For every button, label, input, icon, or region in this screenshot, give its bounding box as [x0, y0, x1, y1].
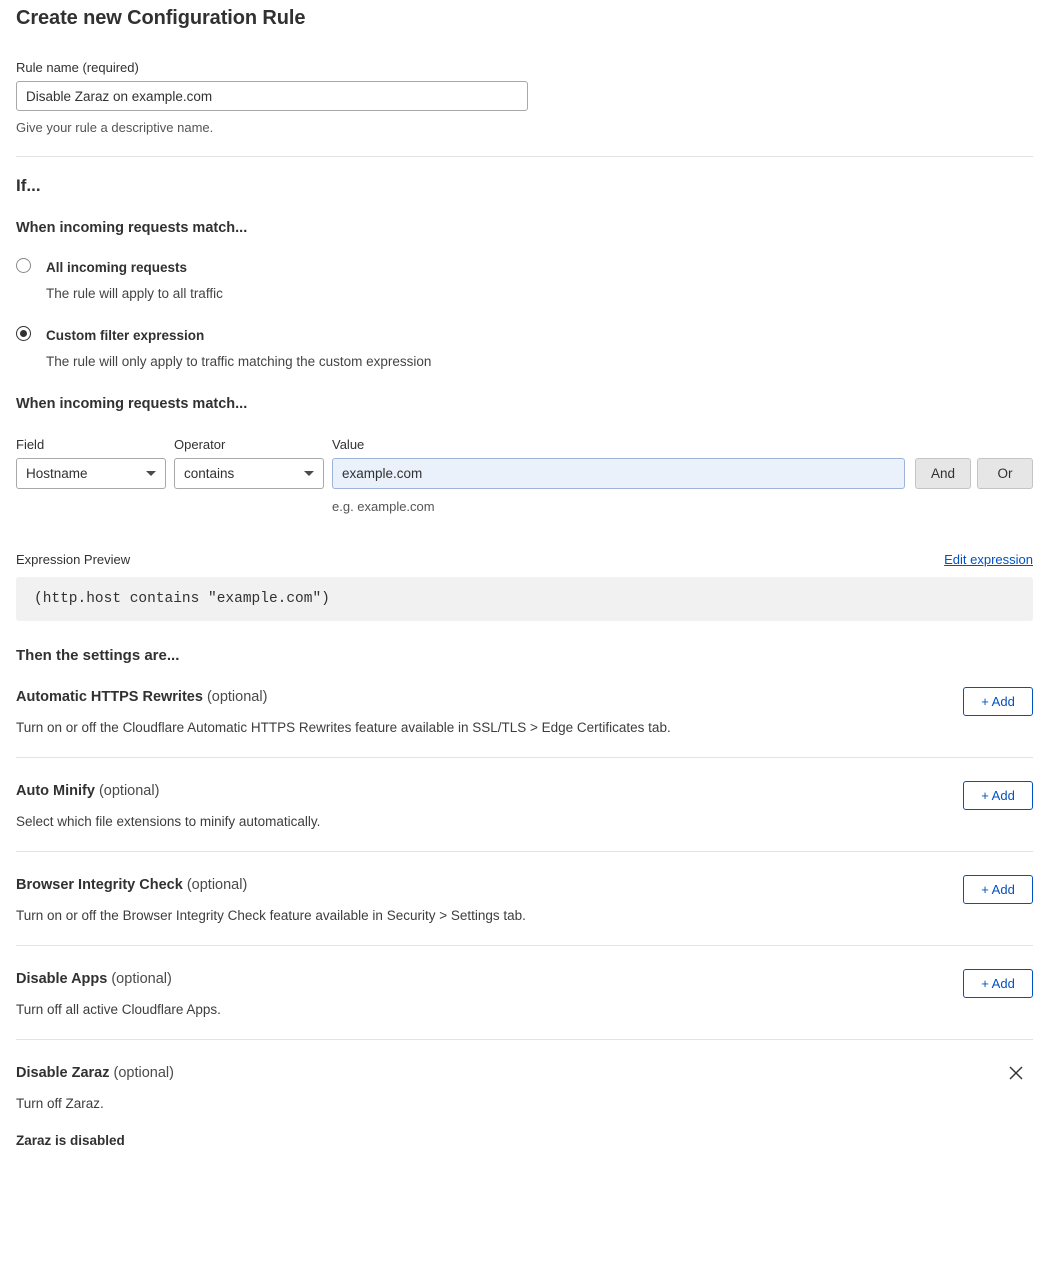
field-column-label: Field — [16, 436, 45, 452]
value-help: e.g. example.com — [332, 498, 435, 514]
add-button-automatic-https-rewrites[interactable]: + Add — [963, 687, 1033, 716]
setting-description: Turn off Zaraz. — [16, 1095, 104, 1111]
radio-desc-all-requests: The rule will apply to all traffic — [46, 286, 223, 302]
value-input[interactable] — [332, 458, 905, 489]
or-button[interactable]: Or — [977, 458, 1033, 489]
setting-title — [16, 1065, 1033, 1081]
expression-preview-box: (http.host contains "example.com") — [16, 577, 1033, 621]
setting-auto-minify — [16, 758, 1033, 852]
setting-description: Turn on or off the Cloudflare Automatic HTTPS Rewrites feature available in SSL/TLS > Edge Certificates tab. — [16, 719, 671, 735]
if-section-heading: If... — [16, 176, 41, 195]
and-button[interactable]: And — [915, 458, 971, 489]
filter-heading: When incoming requests match... — [16, 395, 248, 412]
setting-description: Select which file extensions to minify automatically. — [16, 813, 321, 829]
setting-disable-apps — [16, 946, 1033, 1040]
value-column-label: Value — [332, 436, 365, 452]
add-button-disable-apps[interactable]: + Add — [963, 969, 1033, 998]
radio-icon-all-requests[interactable] — [16, 258, 31, 273]
operator-select-value: contains — [184, 465, 235, 481]
setting-name: Disable Apps — [16, 970, 108, 987]
setting-name: Auto Minify — [16, 782, 95, 799]
setting-optional-tag: (optional) — [107, 970, 172, 987]
setting-automatic-https-rewrites — [16, 664, 1033, 758]
setting-name: Automatic HTTPS Rewrites — [16, 688, 203, 705]
setting-title — [16, 971, 1033, 987]
setting-description: Turn on or off the Browser Integrity Check feature available in Security > Settings tab. — [16, 907, 526, 923]
radio-desc-custom-filter: The rule will only apply to traffic matching the custom expression — [46, 353, 432, 369]
add-button-browser-integrity-check[interactable]: + Add — [963, 875, 1033, 904]
setting-description: Turn off all active Cloudflare Apps. — [16, 1001, 221, 1017]
then-section-heading: Then the settings are... — [16, 646, 180, 664]
setting-name: Browser Integrity Check — [16, 876, 183, 893]
close-icon[interactable] — [1005, 1062, 1027, 1084]
edit-expression-link[interactable]: Edit expression — [944, 551, 1033, 567]
radio-label-custom-filter: Custom filter expression — [46, 327, 205, 343]
radio-label-all-requests: All incoming requests — [46, 260, 188, 275]
field-select[interactable] — [16, 458, 166, 489]
setting-optional-tag: (optional) — [94, 782, 160, 799]
page-title: Create new Configuration Rule — [16, 7, 306, 29]
add-button-auto-minify[interactable]: + Add — [963, 781, 1033, 810]
chevron-down-icon — [304, 471, 314, 476]
rule-name-help: Give your rule a descriptive name. — [16, 120, 214, 135]
setting-optional-tag: (optional) — [202, 688, 268, 705]
setting-optional-tag: (optional) — [182, 876, 248, 893]
field-select-value: Hostname — [26, 465, 88, 481]
rule-name-label: Rule name (required) — [16, 60, 139, 75]
setting-title — [16, 689, 1033, 705]
expression-preview-label: Expression Preview — [16, 551, 131, 567]
setting-name: Disable Zaraz — [16, 1064, 110, 1081]
radio-option-all-requests[interactable] — [16, 256, 1033, 304]
operator-select[interactable] — [174, 458, 324, 489]
zaraz-status-text: Zaraz is disabled — [16, 1132, 125, 1148]
radio-option-custom-filter[interactable] — [16, 324, 1033, 372]
filter-builder — [16, 437, 1033, 514]
setting-title — [16, 877, 1033, 893]
divider-top — [16, 156, 1033, 157]
setting-browser-integrity-check — [16, 852, 1033, 946]
rule-name-input[interactable] — [16, 81, 528, 111]
match-heading: When incoming requests match... — [16, 220, 248, 236]
setting-title — [16, 783, 1033, 799]
operator-column-label: Operator — [174, 436, 226, 452]
setting-disable-zaraz — [16, 1040, 1033, 1170]
setting-optional-tag: (optional) — [109, 1064, 174, 1081]
radio-icon-custom-filter[interactable] — [16, 326, 31, 341]
chevron-down-icon — [146, 471, 156, 476]
